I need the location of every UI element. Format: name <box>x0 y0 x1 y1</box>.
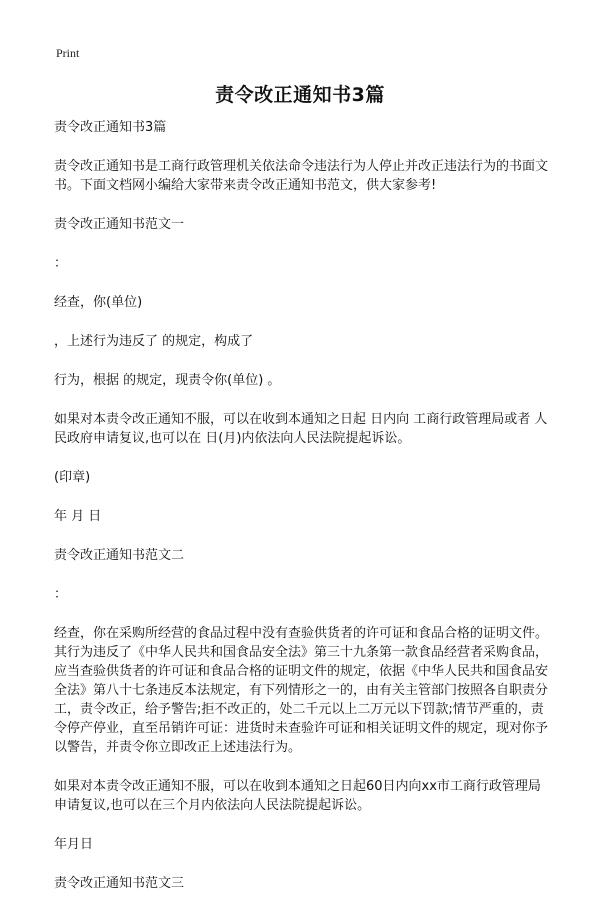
seal-line: (印章) <box>54 470 91 485</box>
paragraph-violation: ，上述行为违反了 的规定，构成了 <box>54 334 254 349</box>
section-heading-three: 责令改正通知书范文三 <box>54 876 185 891</box>
section-heading-one: 责令改正通知书范文一 <box>54 217 185 232</box>
print-label: Print <box>56 46 80 60</box>
paragraph-food-safety: 经查，你在采购所经营的食品过程中没有查验供货者的许可证和食品合格的证明文件。其行为违反了《中华人民共和国食品安全法》第三十九条第一款食品经营者采购食品，应当查验供货者的许可证和食品合格的证明文件的规定，依据《中华人民共和国食品安全法》第八十七条违反本法规定，有下列情形之一的，由有关主管部门按照各自职责分工，责令改正，给予警告;拒不改正的，处二千元以上二万元以下罚款;情节严重的，责令停产停业，直至吊销许可证：进货时未查验许可证和相关证明文件的规定，现对你予以警告，并责令你立即改正上述违法行为。 <box>54 626 549 755</box>
section-heading-two: 责令改正通知书范文二 <box>54 548 185 563</box>
document-title: 责令改正通知书3篇 <box>215 84 385 106</box>
date-line: 年 月 日 <box>54 509 102 524</box>
addressee-marker: ： <box>54 587 68 602</box>
intro-paragraph: 责令改正通知书是工商行政管理机关依法命令违法行为人停止并改正违法行为的书面文书。下面文档网小编给大家带来责令改正通知书范文，供大家参考! <box>54 159 549 193</box>
document-body <box>54 118 550 913</box>
date-line: 年月日 <box>54 837 94 852</box>
subtitle-paragraph: 责令改正通知书3篇 <box>54 120 167 135</box>
paragraph-appeal: 如果对本责令改正通知不服，可以在收到本通知之日起60日内向xx市工商行政管理局申请复议,也可以在三个月内依法向人民法院提起诉讼。 <box>54 779 541 813</box>
paragraph-appeal: 如果对本责令改正通知不服，可以在收到本通知之日起 日内向 工商行政管理局或者 人民政府申请复议,也可以在 日(月)内依法向人民法院提起诉讼。 <box>54 412 548 446</box>
addressee-marker: ： <box>54 256 68 271</box>
paragraph-order: 行为，根据 的规定，现责令你(单位) 。 <box>54 373 281 388</box>
paragraph-finding: 经查，你(单位) <box>54 295 143 310</box>
